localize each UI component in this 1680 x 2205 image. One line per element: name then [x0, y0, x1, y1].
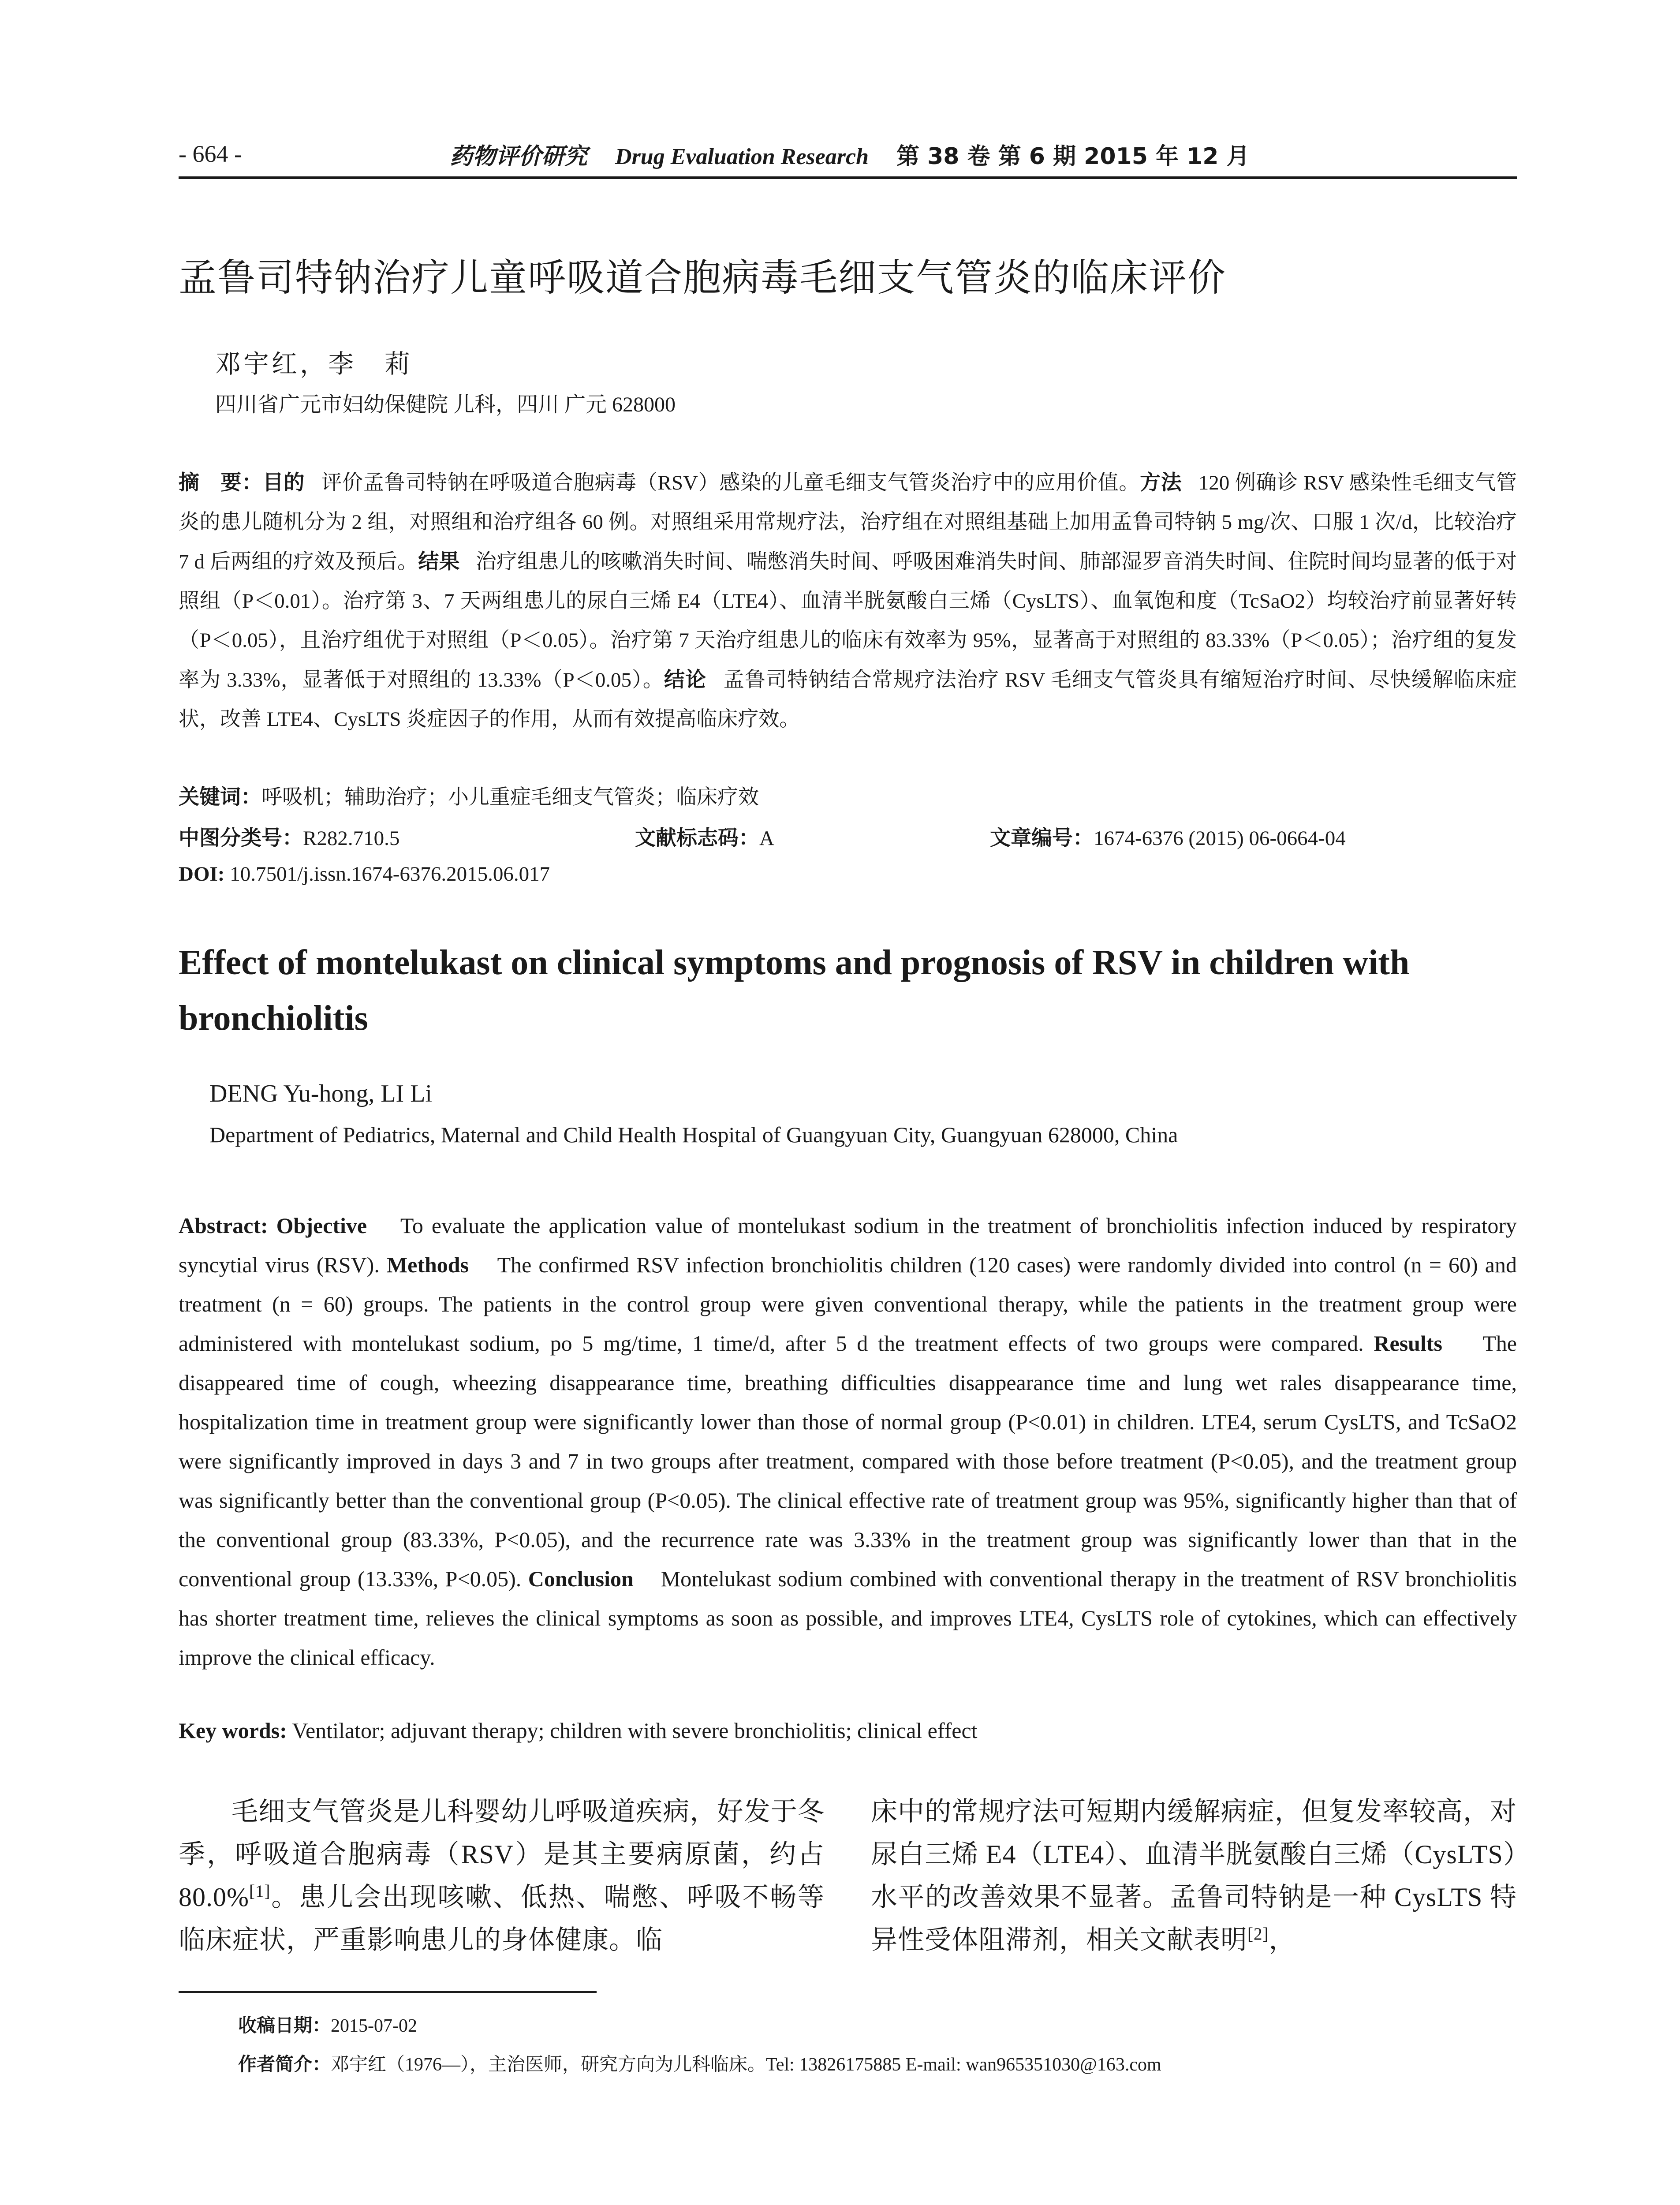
en-methods: The confirmed RSV infection bronchiolitis children (120 cases) were randomly divided into control (n = 60) and treatment (n = 60) groups. The patients in the control group were given conventional therapy, while the patients in the treatment group were administered with montelukast sodium, po 5 mg/time, 1 time/d, after 5 d the treatment effects of two groups were compared. [179, 1252, 1517, 1356]
footnote-rule [179, 1991, 597, 1993]
cn-affiliation: 四川省广元市妇幼保健院 儿科，四川 广元 628000 [215, 393, 676, 416]
en-affiliation: Department of Pediatrics, Maternal and Child Health Hospital of Guangyuan City, Guangyuan 628000, China [209, 1122, 1178, 1147]
doi-row [179, 862, 550, 886]
cn-objective: 评价孟鲁司特钠在呼吸道合胞病毒（RSV）感染的儿童毛细支气管炎治疗中的应用价值。 [321, 471, 1140, 494]
cn-doccode: A [759, 827, 774, 850]
en-results: The disappeared time of cough, wheezing disappearance time, breathing difficulties disappearance time and lung wet rales disappearance time, hospitalization time in treatment group were significantly lower than those of normal group (P<0.01) in children. LTE4, serum CysLTS, and TcSaO2 were significantly improved in days 3 and 7 in two groups after treatment, compared with those before treatment (P<0.05), and the treatment group was significantly better than the conventional group (P<0.05). The clinical effective rate of treatment group was 95%, significantly higher than that of the conventional group (83.33%, P<0.05), and the recurrence rate was 3.33% in the treatment group was significantly lower than that in the conventional group (13.33%, P<0.05). [179, 1331, 1517, 1591]
cn-abstract-label: 摘 要： [179, 471, 263, 495]
en-abstract-label: Abstract: [179, 1213, 268, 1238]
journal-logo-cn: 药物评价研究 [450, 143, 588, 170]
en-objective: To evaluate the application value of montelukast sodium in the treatment of bronchiolitis infection induced by respiratory syncytial virus (RSV). [179, 1213, 1517, 1277]
citation-1: [1] [249, 1882, 271, 1901]
doi-label: DOI: [179, 863, 225, 886]
en-keywords-label: Key words: [179, 1718, 287, 1743]
cn-keywords-text: 呼吸机；辅助治疗；小儿重症毛细支气管炎；临床疗效 [261, 786, 759, 809]
cn-methods: 120 例确诊 RSV 感染性毛细支气管炎的患儿随机分为 2 组，对照组和治疗组各 60 例。对照组采用常规疗法，治疗组在对照组基础上加用孟鲁司特钠 5 mg/次、口服 1 次/d，比较治疗 7 d 后两组的疗效及预后。 [179, 471, 1517, 573]
en-abstract [179, 1206, 1517, 1677]
citation-2: [2] [1247, 1925, 1269, 1943]
cn-title: 孟鲁司特钠治疗儿童呼吸道合胞病毒毛细支气管炎的临床评价 [179, 256, 1226, 300]
en-conclusion-label: Conclusion [528, 1566, 634, 1591]
body-left-text: 毛细支气管炎是儿科婴幼儿呼吸道疾病，好发于冬季，呼吸道合胞病毒（RSV）是其主要病原菌，约占 80.0% [179, 1797, 825, 1912]
cn-abstract [179, 463, 1517, 739]
en-results-label: Results [1374, 1331, 1442, 1356]
body-left-text-cont: 。患儿会出现咳嗽、低热、喘憋、呼吸不畅等临床症状，严重影响患儿的身体健康。临 [179, 1883, 825, 1955]
cn-methods-label: 方法 [1140, 471, 1182, 495]
author-bio-label: 作者简介： [238, 2053, 331, 2075]
cn-results: 治疗组患儿的咳嗽消失时间、喘憋消失时间、呼吸困难消失时间、肺部湿罗音消失时间、住院时间均显著的低于对照组（P＜0.01）。治疗第 3、7 天两组患儿的尿白三烯 E4（LTE4）、血清半胱氨酸白三烯（CysLTS）、血氧饱和度（TcSaO2）均较治疗前显著好转（P＜0.05），且治疗组优于对照组（P＜0.05）。治疗第 7 天治疗组患儿的临床有效率为 95%，显著高于对照组的 83.33%（P＜0.05）；治疗组的复发率为 3.33%，显著低于对照组的 13.33%（P＜0.05）。 [179, 550, 1517, 691]
cn-keywords [179, 781, 759, 810]
received-label: 收稿日期： [238, 2014, 331, 2036]
footnote-author [238, 2050, 1161, 2076]
header-rule [179, 176, 1517, 179]
body-right-text-cont: ， [1269, 1925, 1296, 1955]
en-methods-label: Methods [386, 1252, 469, 1277]
en-conclusion: Montelukast sodium combined with conventional therapy in the treatment of RSV bronchiolitis has shorter treatment time, relieves the clinical symptoms as soon as possible, and improves LTE4, CysLTS role of cytokines, which can effectively improve the clinical efficacy. [179, 1566, 1517, 1670]
body-column-left [179, 1790, 825, 1962]
en-title: Effect of montelukast on clinical symptoms and prognosis of RSV in children with bronchiolitis [179, 943, 1410, 1038]
journal-name-en: Drug Evaluation Research [615, 144, 869, 169]
body-right-text: 床中的常规疗法可短期内缓解病症，但复发率较高，对尿白三烯 E4（LTE4）、血清半胱氨酸白三烯（CysLTS）水平的改善效果不显著。孟鲁司特钠是一种 CysLTS 特异性受体阻滞剂，相关文献表明 [871, 1797, 1517, 1955]
cn-articleno: 1674-6376 (2015) 06-0664-04 [1094, 827, 1346, 850]
cn-clc: R282.710.5 [303, 827, 400, 850]
cn-results-label: 结果 [418, 549, 460, 574]
cn-keywords-label: 关键词： [179, 785, 261, 809]
en-authors: DENG Yu-hong, LI Li [209, 1080, 432, 1107]
cn-authors: 邓宇红，李 莉 [215, 350, 413, 378]
page-number: - 664 - [179, 141, 242, 167]
author-bio: 邓宇红（1976—），主治医师，研究方向为儿科临床。Tel: 13826175885 E-mail: wan965351030@163.com [331, 2055, 1161, 2075]
body-column-right [871, 1790, 1517, 1962]
cn-articleno-row [990, 822, 1346, 851]
running-header [450, 138, 1250, 171]
cn-objective-label: 目的 [262, 471, 305, 495]
journal-volume: 第 38 卷 第 6 期 2015 年 12 月 [896, 143, 1250, 170]
footnote-received [238, 2011, 417, 2037]
en-keywords-text: Ventilator; adjuvant therapy; children with severe bronchiolitis; clinical effect [292, 1718, 978, 1743]
cn-doccode-label: 文献标志码： [635, 826, 759, 850]
cn-conclusion: 孟鲁司特钠结合常规疗法治疗 RSV 毛细支气管炎具有缩短治疗时间、尽快缓解临床症状，改善 LTE4、CysLTS 炎症因子的作用，从而有效提高临床疗效。 [179, 669, 1517, 731]
cn-clc-label: 中图分类号： [179, 826, 303, 850]
cn-articleno-label: 文章编号： [990, 826, 1094, 850]
doi: 10.7501/j.issn.1674-6376.2015.06.017 [230, 863, 550, 886]
en-keywords [179, 1718, 978, 1743]
cn-conclusion-label: 结论 [664, 668, 707, 692]
received-date: 2015-07-02 [331, 2016, 417, 2036]
cn-doccode-row [635, 822, 774, 851]
en-objective-label: Objective [276, 1213, 367, 1238]
cn-clc-row [179, 822, 399, 851]
